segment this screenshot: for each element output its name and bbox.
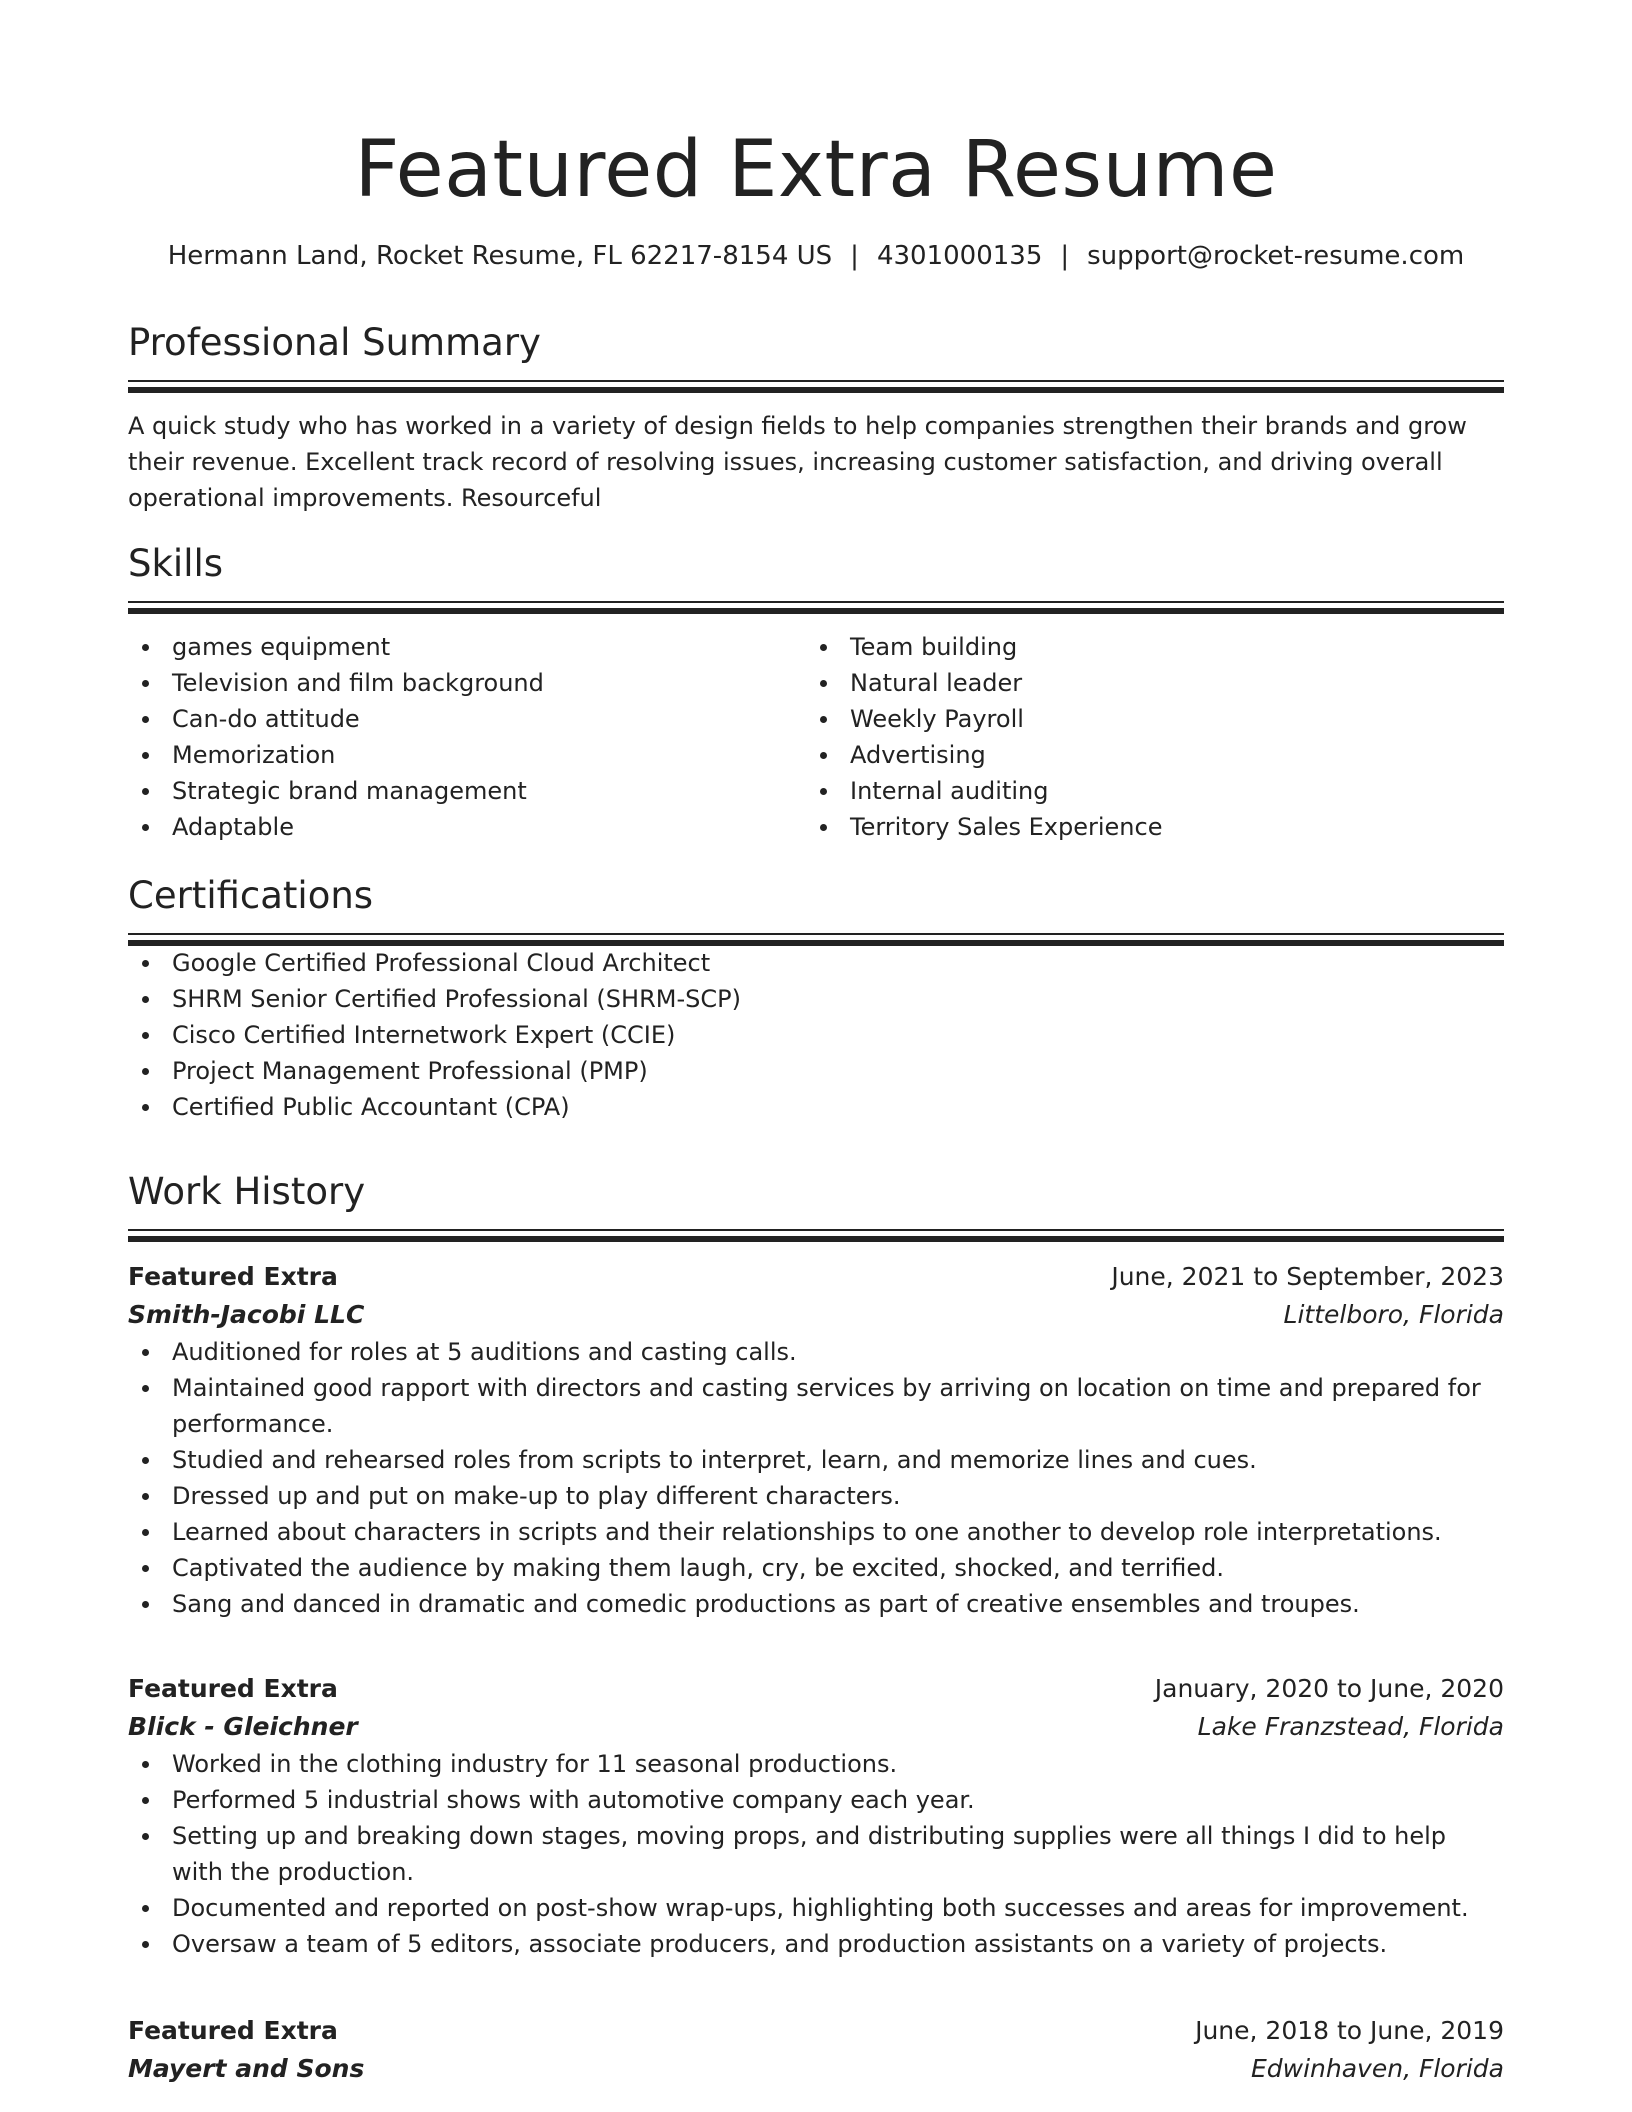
- job-bullet: Studied and rehearsed roles from scripts to interpret, learn, and memorize lines and cues.: [128, 1442, 1504, 1478]
- certification-item: Project Management Professional (PMP): [128, 1053, 1504, 1089]
- certifications-title: Certifications: [128, 874, 374, 917]
- job-entry: [128, 1670, 1504, 1962]
- skill-item: Advertising: [806, 737, 1484, 773]
- summary-text: A quick study who has worked in a variety of design fields to help companies strengthen their brands and grow their revenue. Excellent track record of resolving issues, increasing customer satisfaction, and driving overall operational improvements. Resourceful: [128, 412, 1467, 512]
- job-bullet: Learned about characters in scripts and their relationships to one another to develop role interpretations.: [128, 1514, 1504, 1550]
- contact-address: Hermann Land, Rocket Resume, FL 62217-8154 US: [167, 241, 833, 271]
- job-bullet: Dressed up and put on make-up to play different characters.: [128, 1478, 1504, 1514]
- job-company: Smith-Jacobi LLC: [128, 1300, 365, 1329]
- contact-phone: 4301000135: [876, 241, 1043, 271]
- certification-item: Cisco Certified Internetwork Expert (CCIE): [128, 1017, 1504, 1053]
- job-title: Featured Extra: [128, 1674, 338, 1703]
- contact-line: [128, 236, 1504, 276]
- skills-columns: [128, 629, 1504, 845]
- skill-item: Television and film background: [128, 665, 806, 701]
- job-entry: [128, 2012, 1504, 2088]
- skill-item: Weekly Payroll: [806, 701, 1484, 737]
- job-dates: June, 2021 to September, 2023: [1111, 1262, 1504, 1291]
- contact-separator: |: [850, 241, 859, 271]
- skill-item: Natural leader: [806, 665, 1484, 701]
- skill-item: games equipment: [128, 629, 806, 665]
- work-history-section: [128, 1167, 1504, 1241]
- skill-item: Territory Sales Experience: [806, 809, 1484, 845]
- job-bullet: Captivated the audience by making them laugh, cry, be excited, shocked, and terrified.: [128, 1550, 1504, 1586]
- certification-item: Google Certified Professional Cloud Architect: [128, 945, 1504, 981]
- resume-name: Featured Extra Resume: [354, 125, 1278, 215]
- skill-item: Memorization: [128, 737, 806, 773]
- job-bullet: Worked in the clothing industry for 11 seasonal productions.: [128, 1746, 1504, 1782]
- job-company: Blick - Gleichner: [128, 1712, 358, 1741]
- skill-item: Adaptable: [128, 809, 806, 845]
- certifications-section: [128, 871, 1504, 1125]
- skill-item: Internal auditing: [806, 773, 1484, 809]
- job-bullet: Auditioned for roles at 5 auditions and casting calls.: [128, 1334, 1504, 1370]
- job-dates: January, 2020 to June, 2020: [1154, 1674, 1504, 1703]
- skills-column-left: [128, 629, 806, 845]
- skills-title: Skills: [128, 542, 224, 585]
- job-title: Featured Extra: [128, 2016, 338, 2045]
- certification-item: SHRM Senior Certified Professional (SHRM-SCP): [128, 981, 1504, 1017]
- job-bullet: Maintained good rapport with directors and casting services by arriving on location on time and prepared for performance.: [128, 1370, 1504, 1442]
- job-company: Mayert and Sons: [128, 2054, 365, 2083]
- contact-email: support@rocket-resume.com: [1087, 241, 1465, 271]
- skills-section: [128, 539, 1504, 845]
- job-title: Featured Extra: [128, 1262, 338, 1291]
- job-location: Littelboro, Florida: [1283, 1300, 1504, 1329]
- section-divider: [128, 933, 1504, 945]
- section-divider: [128, 601, 1504, 613]
- work-history-title: Work History: [128, 1170, 366, 1213]
- section-divider: [128, 1229, 1504, 1241]
- job-bullet: Oversaw a team of 5 editors, associate producers, and production assistants on a variety of projects.: [128, 1926, 1504, 1962]
- contact-separator: |: [1060, 241, 1070, 271]
- job-bullet: Documented and reported on post-show wrap-ups, highlighting both successes and areas for improvement.: [128, 1890, 1504, 1926]
- certification-item: Certified Public Accountant (CPA): [128, 1089, 1504, 1125]
- skills-column-right: [806, 629, 1484, 845]
- job-dates: June, 2018 to June, 2019: [1195, 2016, 1504, 2045]
- summary-section: [128, 318, 1504, 516]
- job-entry: [128, 1258, 1504, 1622]
- job-location: Lake Franzstead, Florida: [1197, 1712, 1504, 1741]
- section-divider: [128, 380, 1504, 392]
- skill-item: Strategic brand management: [128, 773, 806, 809]
- summary-title: Professional Summary: [128, 321, 541, 364]
- job-bullet: Setting up and breaking down stages, moving props, and distributing supplies were all things I did to help with the production.: [128, 1818, 1504, 1890]
- job-bullet: Sang and danced in dramatic and comedic productions as part of creative ensembles and troupes.: [128, 1586, 1504, 1622]
- job-bullet: Performed 5 industrial shows with automotive company each year.: [128, 1782, 1504, 1818]
- job-location: Edwinhaven, Florida: [1250, 2054, 1504, 2083]
- skill-item: Team building: [806, 629, 1484, 665]
- skill-item: Can-do attitude: [128, 701, 806, 737]
